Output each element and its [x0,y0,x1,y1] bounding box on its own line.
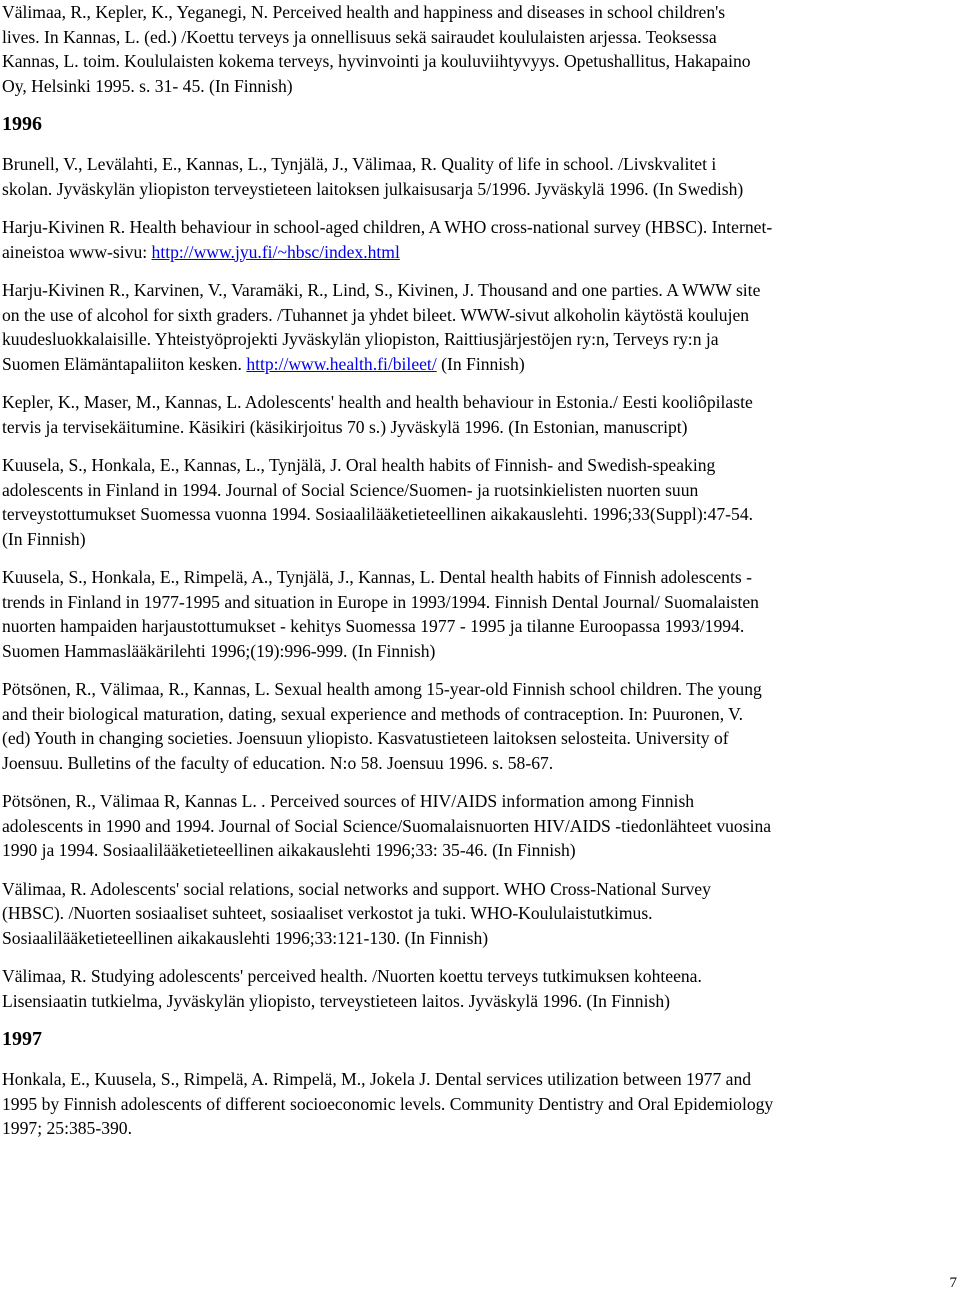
reference-link[interactable]: http://www.health.fi/bileet/ [246,353,437,374]
page-number: 7 [949,1275,957,1291]
reference-line [2,49,952,74]
reference-line [2,726,952,751]
reference-text: Harju-Kivinen R. Health behaviour in school-aged children, A WHO cross-national survey (HBSC). Internet- [2,217,773,237]
reference-line [2,702,952,727]
reference-text: on the use of alcohol for sixth graders. /Tuhannet ja yhdet bileet. WWW-sivut alkoholin käytöstä koulujen [2,304,750,325]
reference-line [2,177,952,202]
reference-line [2,527,952,552]
reference-line [2,502,952,527]
reference-text: trends in Finland in 1977-1995 and situation in Europe in 1993/1994. Finnish Dental Journal/ Suomalaisten [2,591,759,612]
reference-text: 1997; 25:385-390. [2,1118,132,1138]
reference-text: Lisensiaatin tutkielma, Jyväskylän yliopisto, terveystieteen laitos. Jyväskylä 1996. (In Finnish) [2,990,670,1011]
reference-text: and their biological maturation, dating, sexual experience and methods of contraception. In: Puuronen, V. [2,703,744,724]
reference-line [2,240,952,265]
reference-line [2,877,952,902]
reference-line [2,639,952,664]
reference-list [2,0,952,1155]
reference-entry [2,677,952,775]
reference-entry [2,877,952,951]
reference-line [2,215,952,240]
reference-text: 1990 ja 1994. Sosiaalilääketieteellinen aikakauslehti 1996;33: 35-46. (In Finnish) [2,840,576,860]
reference-line [2,751,952,776]
reference-text: adolescents in Finland in 1994. Journal of Social Science/Suomen- ja ruotsinkielisten nuorten suun [2,479,699,500]
reference-entry [2,215,952,264]
reference-entry [2,964,952,1013]
reference-line [2,964,952,989]
reference-text: nuorten hampaiden harjaustottumukset - kehitys Suomessa 1977 - 1995 ja tilanne Euroopassa 1993/1994. [2,616,745,636]
reference-text: lives. In Kannas, L. (ed.) /Koettu terveys ja onnellisuus sekä sairaudet koululaisten arjessa. Teoksessa [2,26,717,47]
reference-text: Joensuu. Bulletins of the faculty of education. N:o 58. Joensuu 1996. s. 58-67. [2,752,554,773]
reference-line [2,901,952,926]
reference-text: (In Finnish) [436,353,525,374]
reference-text: adolescents in 1990 and 1994. Journal of Social Science/Suomalaisnuorten HIV/AIDS -tiedonlähteet vuosina [2,815,772,836]
reference-line [2,303,952,328]
reference-line [2,25,952,50]
reference-line [2,152,952,177]
reference-text: Kuusela, S., Honkala, E., Rimpelä, A., Tynjälä, J., Kannas, L. Dental health habits of Finnish adolescents - [2,567,752,587]
reference-text: terveystottumukset Suomessa vuonna 1994. Sosiaalilääketieteellinen aikakauslehti. 1996;33(Suppl):47-54. [2,504,754,524]
reference-text: Välimaa, R. Adolescents' social relations, social networks and support. WHO Cross-National Survey [2,878,711,899]
reference-text: Kuusela, S., Honkala, E., Kannas, L., Tynjälä, J. Oral health habits of Finnish- and Swedish-speaking [2,455,716,475]
year-heading: 1997 [2,1028,42,1050]
reference-entry [2,0,952,98]
reference-text: Suomen Hammaslääkärilehti 1996;(19):996-999. (In Finnish) [2,640,436,661]
reference-entry [2,453,952,551]
reference-line [2,74,952,99]
reference-line [2,352,952,377]
reference-text: Oy, Helsinki 1995. s. 31- 45. (In Finnish) [2,75,293,96]
reference-entry [2,789,952,863]
reference-text: tervis ja tervisekäitumine. Käsikiri (käsikirjoitus 70 s.) Jyväskylä 1996. (In Estonian, manuscript) [2,416,688,437]
reference-line [2,926,952,951]
reference-line [2,478,952,503]
reference-text: Kepler, K., Maser, M., Kannas, L. Adolescents' health and health behaviour in Estonia./ Eesti kooliôpilaste [2,392,753,412]
reference-entry [2,278,952,376]
reference-line [2,453,952,478]
reference-entry [2,390,952,439]
reference-text: Honkala, E., Kuusela, S., Rimpelä, A. Rimpelä, M., Jokela J. Dental services utilization between 1977 and [2,1069,752,1089]
reference-text: aineistoa www-sivu: [2,241,152,262]
reference-line [2,590,952,615]
reference-line [2,989,952,1014]
reference-line [2,390,952,415]
reference-link[interactable]: http://www.jyu.fi/~hbsc/index.html [151,241,400,262]
reference-line [2,415,952,440]
reference-line [2,327,952,352]
reference-text: (HBSC). /Nuorten sosiaaliset suhteet, sosiaaliset verkostot ja tuki. WHO-Koululaistutkimus. [2,903,653,923]
reference-line [2,1067,952,1092]
reference-line [2,565,952,590]
reference-entry [2,152,952,201]
reference-line [2,278,952,303]
reference-text: Kannas, L. toim. Koululaisten kokema terveys, hyvinvointi ja kouluviihtyvyys. Opetushallitus, Hakapaino [2,51,751,71]
reference-entry [2,1067,952,1141]
reference-line [2,838,952,863]
reference-text: (ed) Youth in changing societies. Joensuun yliopisto. Kasvatustieteen laitoksen selosteita. University of [2,728,729,748]
reference-text: Välimaa, R., Kepler, K., Yeganegi, N. Perceived health and happiness and diseases in school children's [2,2,726,22]
reference-text: (In Finnish) [2,528,86,549]
reference-line [2,814,952,839]
reference-text: Suomen Elämäntapaliiton kesken. [2,353,247,374]
year-heading: 1996 [2,113,42,135]
reference-text: Pötsönen, R., Välimaa R, Kannas L. . Perceived sources of HIV/AIDS information among Finnish [2,791,695,811]
reference-text: Sosiaalilääketieteellinen aikakauslehti 1996;33:121-130. (In Finnish) [2,927,489,948]
reference-text: Harju-Kivinen R., Karvinen, V., Varamäki, R., Lind, S., Kivinen, J. Thousand and one parties. A WWW site [2,280,761,300]
reference-entry [2,565,952,663]
reference-line [2,1092,952,1117]
reference-line [2,0,952,25]
reference-text: skolan. Jyväskylän yliopiston terveystieteen laitoksen julkaisusarja 5/1996. Jyväskylä 1996. (In Swedish) [2,178,744,199]
reference-text: kuudesluokkalaisille. Yhteistyöprojekti Jyväskylän yliopiston, Raittiusjärjestöjen ry:n, Terveys ry:n ja [2,329,719,349]
reference-line [2,614,952,639]
reference-line [2,677,952,702]
reference-text: Pötsönen, R., Välimaa, R., Kannas, L. Sexual health among 15-year-old Finnish school children. The young [2,679,762,699]
reference-line [2,1116,952,1141]
reference-text: Brunell, V., Levälahti, E., Kannas, L., Tynjälä, J., Välimaa, R. Quality of life in school. /Livskvalitet i [2,154,717,174]
reference-text: 1995 by Finnish adolescents of different socioeconomic levels. Community Dentistry and Oral Epidemiology [2,1093,774,1114]
reference-line [2,789,952,814]
reference-text: Välimaa, R. Studying adolescents' perceived health. /Nuorten koettu terveys tutkimuksen kohteena. [2,966,702,986]
